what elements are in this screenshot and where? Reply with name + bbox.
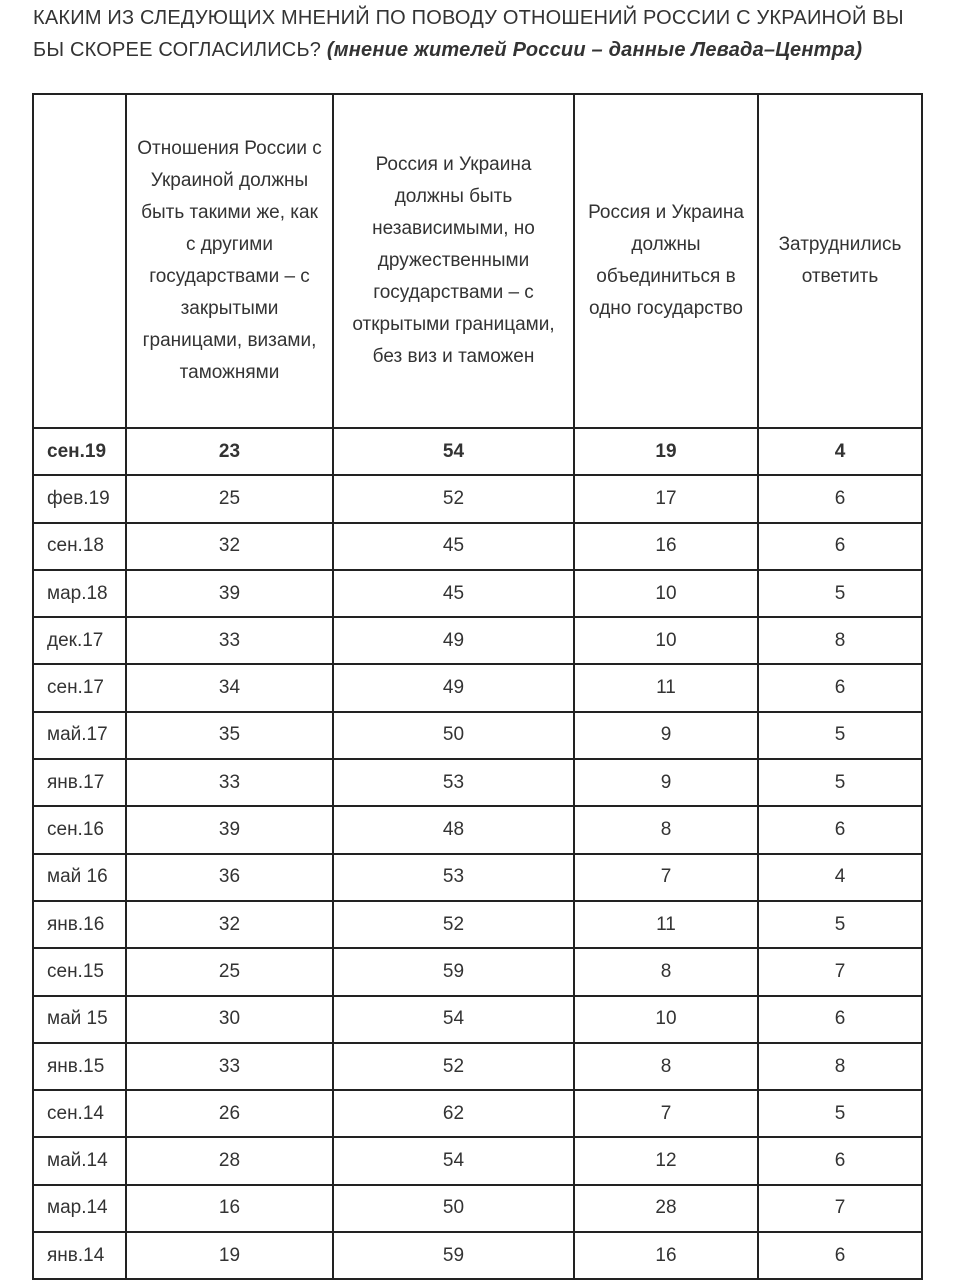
row-date: янв.15 [33, 1043, 126, 1090]
row-value: 16 [126, 1185, 333, 1232]
row-value: 54 [333, 428, 574, 475]
table-row [33, 428, 922, 475]
table-row [33, 1090, 922, 1137]
table-row [33, 617, 922, 664]
row-date: дек.17 [33, 617, 126, 664]
table-row [33, 523, 922, 570]
row-value: 28 [126, 1137, 333, 1184]
row-value: 6 [758, 664, 922, 711]
row-value: 4 [758, 854, 922, 901]
row-value: 9 [574, 712, 758, 759]
row-value: 30 [126, 996, 333, 1043]
row-value: 62 [333, 1090, 574, 1137]
row-value: 26 [126, 1090, 333, 1137]
row-value: 5 [758, 901, 922, 948]
row-value: 12 [574, 1137, 758, 1184]
table-row [33, 1043, 922, 1090]
row-date: сен.17 [33, 664, 126, 711]
row-value: 39 [126, 570, 333, 617]
row-value: 17 [574, 475, 758, 522]
row-date: мар.14 [33, 1185, 126, 1232]
row-value: 45 [333, 570, 574, 617]
row-value: 35 [126, 712, 333, 759]
row-value: 6 [758, 806, 922, 853]
row-value: 7 [758, 1185, 922, 1232]
row-value: 49 [333, 664, 574, 711]
row-value: 9 [574, 759, 758, 806]
table-row [33, 1137, 922, 1184]
table-row [33, 996, 922, 1043]
row-value: 33 [126, 1043, 333, 1090]
row-date: май.17 [33, 712, 126, 759]
row-date: янв.17 [33, 759, 126, 806]
header-undecided: Затруднились ответить [758, 94, 922, 428]
row-value: 11 [574, 664, 758, 711]
table-row [33, 1185, 922, 1232]
heading-source: (мнение жителей России – данные Левада–Центра) [326, 39, 863, 61]
header-date [33, 94, 126, 428]
row-value: 8 [574, 948, 758, 995]
row-value: 33 [126, 759, 333, 806]
row-value: 16 [574, 1232, 758, 1279]
table-row [33, 712, 922, 759]
row-value: 39 [126, 806, 333, 853]
table-row [33, 948, 922, 995]
row-value: 5 [758, 1090, 922, 1137]
row-value: 36 [126, 854, 333, 901]
row-date: сен.18 [33, 523, 126, 570]
row-value: 7 [574, 854, 758, 901]
row-value: 50 [333, 712, 574, 759]
header-separate-states: Отношения России с Украиной должны быть такими же, как с другими государствами – с закрытыми границами, визами, таможнями [126, 94, 333, 428]
poll-table [32, 93, 923, 1280]
row-value: 8 [574, 806, 758, 853]
table-row [33, 854, 922, 901]
row-date: янв.16 [33, 901, 126, 948]
row-value: 23 [126, 428, 333, 475]
row-date: сен.16 [33, 806, 126, 853]
row-value: 45 [333, 523, 574, 570]
row-value: 8 [758, 1043, 922, 1090]
row-value: 53 [333, 759, 574, 806]
row-value: 10 [574, 617, 758, 664]
row-value: 19 [574, 428, 758, 475]
row-value: 52 [333, 1043, 574, 1090]
row-value: 6 [758, 1137, 922, 1184]
row-value: 4 [758, 428, 922, 475]
row-value: 32 [126, 901, 333, 948]
table-row [33, 759, 922, 806]
table-row [33, 664, 922, 711]
table-header-row [33, 94, 922, 428]
row-value: 5 [758, 712, 922, 759]
header-friendly-independent: Россия и Украина должны быть независимыми, но дружественными государствами – с открытыми границами, без виз и таможен [333, 94, 574, 428]
row-value: 48 [333, 806, 574, 853]
row-value: 11 [574, 901, 758, 948]
row-value: 28 [574, 1185, 758, 1232]
row-value: 54 [333, 1137, 574, 1184]
row-value: 19 [126, 1232, 333, 1279]
row-value: 33 [126, 617, 333, 664]
table-row [33, 475, 922, 522]
row-value: 59 [333, 1232, 574, 1279]
table-row [33, 1232, 922, 1279]
heading-question: КАКИМ ИЗ СЛЕДУЮЩИХ МНЕНИЙ ПО ПОВОДУ ОТНОШЕНИЙ РОССИИ С УКРАИНОЙ ВЫ БЫ СКОРЕЕ СОГЛАСИЛИСЬ? [33, 7, 904, 61]
row-value: 52 [333, 475, 574, 522]
row-value: 6 [758, 475, 922, 522]
row-value: 8 [758, 617, 922, 664]
row-value: 53 [333, 854, 574, 901]
row-value: 16 [574, 523, 758, 570]
header-unite: Россия и Украина должны объединиться в одно государство [574, 94, 758, 428]
row-value: 6 [758, 523, 922, 570]
row-value: 52 [333, 901, 574, 948]
row-date: сен.14 [33, 1090, 126, 1137]
row-value: 32 [126, 523, 333, 570]
table-row [33, 901, 922, 948]
row-date: май.14 [33, 1137, 126, 1184]
row-value: 49 [333, 617, 574, 664]
row-value: 34 [126, 664, 333, 711]
row-date: сен.15 [33, 948, 126, 995]
row-value: 7 [574, 1090, 758, 1137]
row-value: 54 [333, 996, 574, 1043]
row-value: 25 [126, 948, 333, 995]
row-value: 25 [126, 475, 333, 522]
row-date: фев.19 [33, 475, 126, 522]
row-value: 10 [574, 570, 758, 617]
row-date: янв.14 [33, 1232, 126, 1279]
row-value: 59 [333, 948, 574, 995]
row-value: 50 [333, 1185, 574, 1232]
row-value: 5 [758, 759, 922, 806]
row-value: 6 [758, 1232, 922, 1279]
table-row [33, 570, 922, 617]
row-value: 8 [574, 1043, 758, 1090]
row-date: мар.18 [33, 570, 126, 617]
row-value: 7 [758, 948, 922, 995]
row-value: 5 [758, 570, 922, 617]
row-date: май 16 [33, 854, 126, 901]
page-heading [33, 2, 933, 66]
row-value: 10 [574, 996, 758, 1043]
row-date: май 15 [33, 996, 126, 1043]
table-row [33, 806, 922, 853]
row-date: сен.19 [33, 428, 126, 475]
row-value: 6 [758, 996, 922, 1043]
table-body [33, 428, 922, 1279]
